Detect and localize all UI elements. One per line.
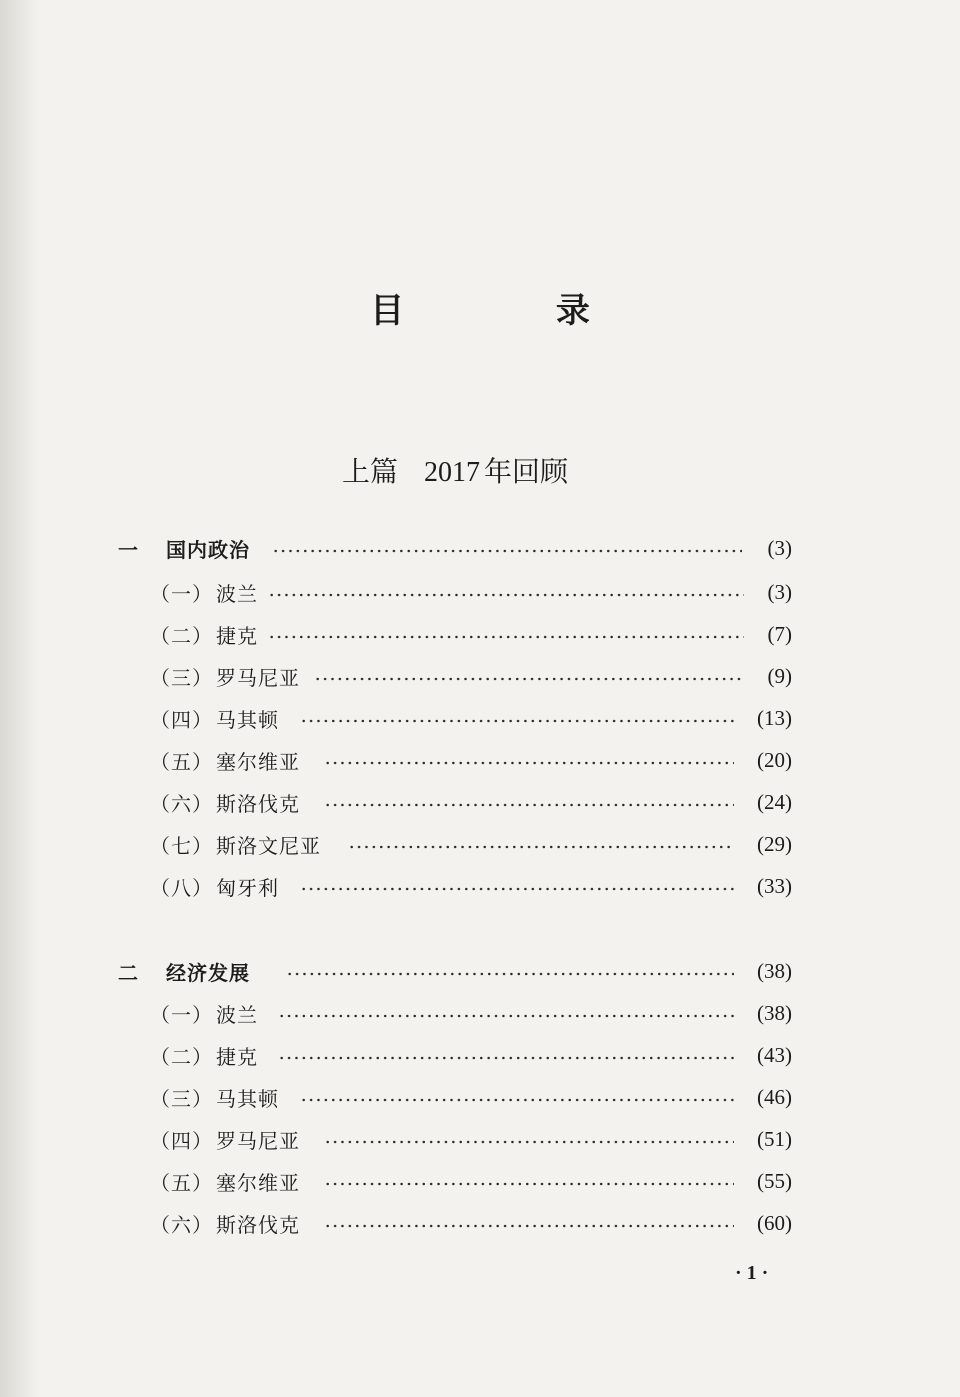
entry-number: （二） [150,623,213,648]
page-number: (55) [757,1168,792,1193]
entry-label: 捷克 [216,1044,258,1069]
entry-number: （四） [150,1128,213,1153]
entry-label: 马其顿 [216,707,279,732]
toc-entry[interactable] [0,1124,960,1154]
page-number: (20) [757,747,792,772]
section-label: 国内政治 [166,537,250,562]
dot-leader [300,887,734,891]
dot-leader [268,635,744,639]
entry-number: （七） [150,833,213,858]
entry-number: （二） [150,1044,213,1069]
page-number: (38) [757,958,792,983]
toc-entry[interactable] [0,1208,960,1238]
entry-number: （五） [150,749,213,774]
toc-entry[interactable] [0,1040,960,1070]
page-number: (3) [767,535,792,560]
toc-entry[interactable] [0,1166,960,1196]
page-number: (9) [767,663,792,688]
entry-number: （一） [150,581,213,606]
part-text: 年回顾 [484,455,569,488]
section-number: 二 [118,960,138,985]
page-number: (38) [757,1000,792,1025]
toc-entry[interactable] [0,787,960,817]
toc-entry[interactable] [0,829,960,859]
dot-leader [286,972,734,976]
page-number: (29) [757,831,792,856]
entry-label: 罗马尼亚 [216,1128,300,1153]
toc-entry[interactable] [0,871,960,901]
page-number: (33) [757,873,792,898]
dot-leader [272,549,742,553]
page-number: (60) [757,1210,792,1235]
part-label: 上篇 [341,455,398,488]
dot-leader [278,1056,734,1060]
part-heading [0,450,910,490]
section-label: 经济发展 [166,960,250,985]
toc-entry[interactable] [0,577,960,607]
page-number: (51) [757,1126,792,1151]
entry-number: （三） [150,1086,213,1111]
toc-entry[interactable] [0,661,960,691]
entry-number: （六） [150,1212,213,1237]
entry-number: （五） [150,1170,213,1195]
entry-label: 捷克 [216,623,258,648]
page-number: (7) [767,621,792,646]
dot-leader [268,593,744,597]
entry-label: 塞尔维亚 [216,1170,300,1195]
page-number: (46) [757,1084,792,1109]
dot-leader [300,1098,734,1102]
entry-number: （四） [150,707,213,732]
dot-leader [324,803,734,807]
dot-leader [300,719,734,723]
toc-entry[interactable] [0,703,960,733]
entry-label: 波兰 [216,581,258,606]
dot-leader [278,1014,734,1018]
toc-entry[interactable] [0,745,960,775]
entry-label: 马其顿 [216,1086,279,1111]
toc-section-2[interactable] [0,956,960,986]
page-number: (43) [757,1042,792,1067]
toc-entry[interactable] [0,619,960,649]
section-number: 一 [118,537,138,562]
toc-entry[interactable] [0,998,960,1028]
dot-leader [324,1224,734,1228]
entry-label: 波兰 [216,1002,258,1027]
toc-entry[interactable] [0,1082,960,1112]
entry-number: （八） [150,875,213,900]
dot-leader [324,761,734,765]
dot-leader [314,677,744,681]
entry-number: （三） [150,665,213,690]
entry-label: 罗马尼亚 [216,665,300,690]
entry-number: （六） [150,791,213,816]
entry-label: 斯洛伐克 [216,791,300,816]
dot-leader [324,1140,734,1144]
entry-label: 斯洛文尼亚 [216,833,321,858]
dot-leader [348,845,734,849]
toc-section-1[interactable] [0,533,960,563]
entry-number: （一） [150,1002,213,1027]
entry-label: 斯洛伐克 [216,1212,300,1237]
page-number: (13) [757,705,792,730]
page-title: 目 录 [370,291,660,331]
page-number: (24) [757,789,792,814]
entry-label: 塞尔维亚 [216,749,300,774]
entry-label: 匈牙利 [216,875,279,900]
part-year: 2017 [424,457,480,488]
page-folio: · 1 · [735,1262,769,1284]
dot-leader [324,1182,734,1186]
page-number: (3) [767,579,792,604]
